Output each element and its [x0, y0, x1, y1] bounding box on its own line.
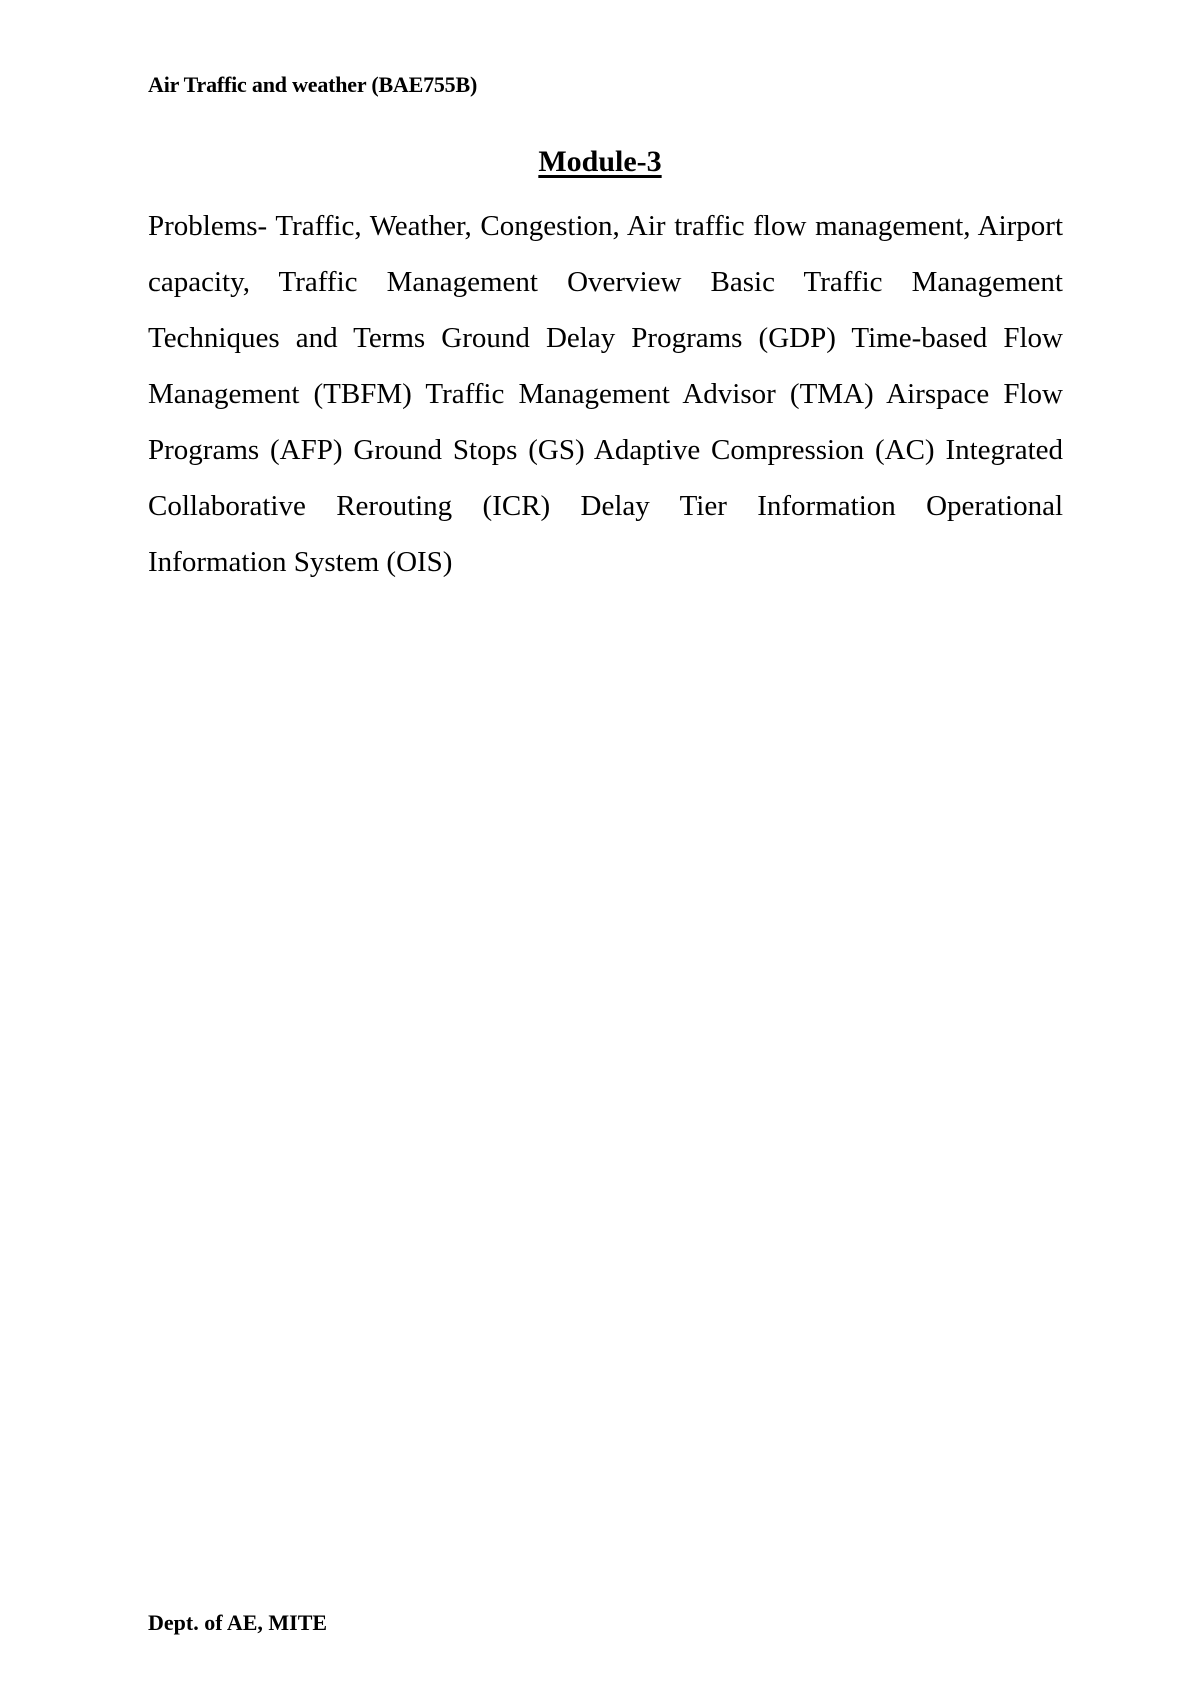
module-syllabus-text: Problems- Traffic, Weather, Congestion, Air traffic flow management, Airport capacity, Traffic Management Overview Basic Traffic Management Techniques and Terms Ground Delay Programs (GDP) Time-based Flow Management (TBFM) Traffic Management Advisor (TMA) Airspace Flow Programs (AFP) Ground Stops (GS) Adaptive Compression (AC) Integrated Collaborative Rerouting (ICR) Delay Tier Information Operational Information System (OIS) — [148, 210, 1063, 578]
module-title: Module-3 — [538, 145, 662, 178]
page-header: Air Traffic and weather (BAE755B) — [148, 72, 478, 97]
page-footer: Dept. of AE, MITE — [148, 1610, 328, 1635]
